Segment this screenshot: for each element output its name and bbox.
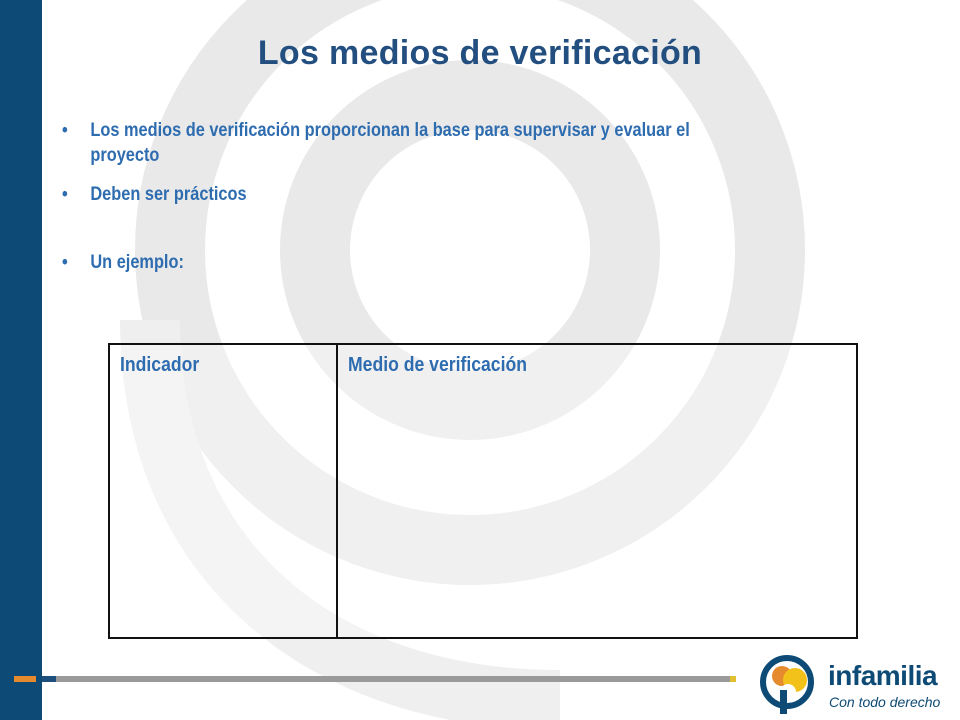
bullet-marker: •	[62, 252, 68, 273]
bullet-item	[62, 118, 716, 168]
slide-title: Los medios de verificación	[257, 34, 703, 72]
logo-wordmark: infamilia	[828, 660, 938, 691]
bullet-marker: •	[62, 120, 68, 141]
table-column-indicador	[110, 345, 338, 637]
bottom-rule	[42, 676, 734, 682]
bottom-rule-gray	[56, 676, 734, 682]
bullet-list	[62, 118, 822, 275]
table-header-indicador: Indicador	[120, 354, 200, 376]
bullet-text: Deben ser prácticos	[90, 184, 247, 205]
bullet-text: Los medios de verificación proporcionan la base para supervisar y evaluar el proyecto	[90, 120, 690, 166]
bottom-accent-yellow	[730, 676, 736, 682]
bullet-item	[62, 182, 716, 207]
bullet-marker: •	[62, 184, 68, 205]
logo-tagline: Con todo derecho	[829, 694, 941, 710]
bullet-text: Un ejemplo:	[90, 252, 184, 273]
table-header-medio: Medio de verificación	[348, 354, 527, 376]
bottom-accent-orange	[14, 676, 36, 682]
table-column-medio	[338, 345, 856, 637]
example-table	[108, 343, 858, 639]
left-sidebar-bar	[0, 0, 42, 720]
bullet-item	[62, 250, 716, 275]
